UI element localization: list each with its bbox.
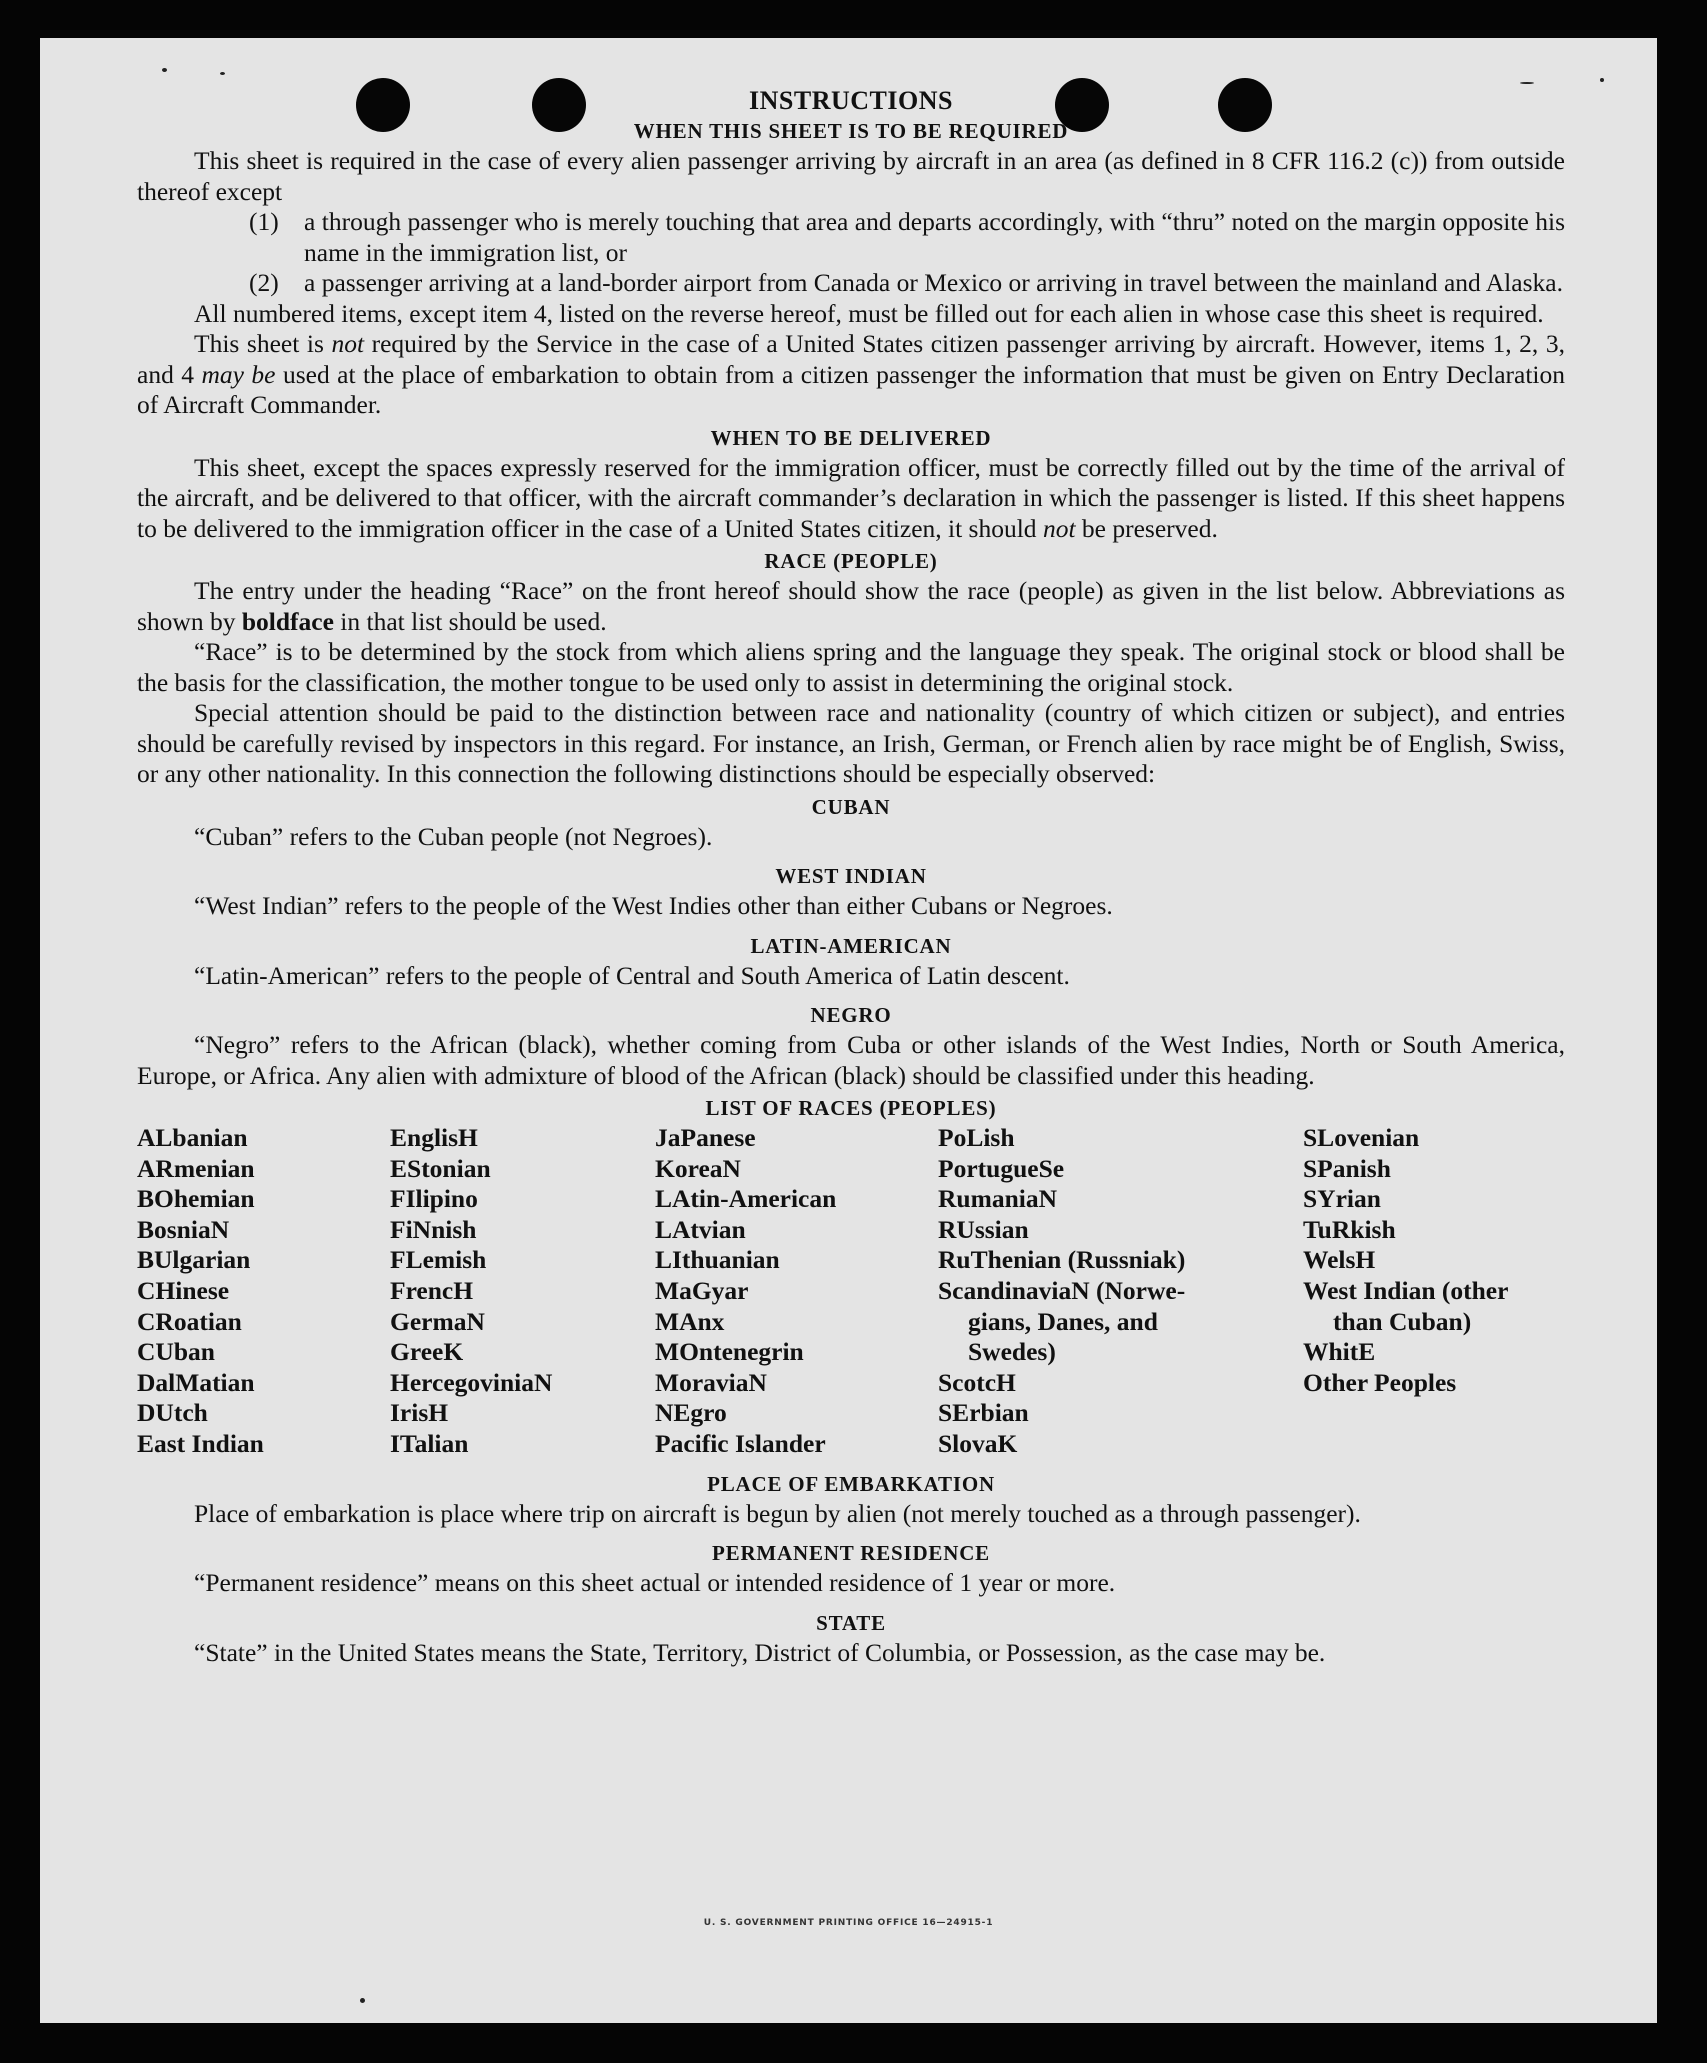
race-item: EStonian — [390, 1153, 491, 1183]
race-item: JaPanese — [655, 1123, 756, 1152]
paragraph — [137, 576, 1565, 637]
race-item: DUtch — [137, 1398, 208, 1428]
race-item: LAtin-American — [655, 1184, 837, 1214]
race-list — [137, 1123, 1565, 1460]
race-item: WelsH — [1303, 1245, 1376, 1275]
race-item-continued: than Cuban) — [1333, 1306, 1472, 1336]
text-run: The entry under the heading “Race” on the front hereof should show the race (people) as given in the list below. Abbreviations as shown by — [137, 576, 1565, 636]
list-item — [137, 207, 1565, 268]
race-column — [655, 1123, 938, 1460]
race-item: MOntenegrin — [655, 1337, 804, 1367]
section-heading-state: STATE — [816, 1610, 886, 1635]
race-item: Other Peoples — [1303, 1367, 1457, 1397]
race-item: SLovenian — [1303, 1123, 1420, 1152]
race-item: FrencH — [390, 1275, 474, 1305]
text-run: This sheet is — [194, 329, 332, 358]
text-run: used at the place of embarkation to obtain from a citizen passenger the information that must be given on Entry Declaration of Aircraft Commander. — [137, 359, 1565, 419]
scan-speck — [360, 1998, 365, 2003]
italic-text: not — [1042, 513, 1076, 543]
race-item: IrisH — [390, 1398, 449, 1428]
section-heading-required: WHEN THIS SHEET IS TO BE REQUIRED — [633, 119, 1069, 143]
paragraph: “Cuban” refers to the Cuban people (not Negroes). — [194, 821, 713, 851]
race-item: MoraviaN — [655, 1367, 767, 1397]
text-run: This sheet, except the spaces expressly reserved for the immigration officer, must be correctly filled out by the time of the arrival of the aircraft, and be delivered to that officer, with the aircraft commander’s declaration in which the passenger is listed. If this sheet happens to be delivered to the immigration officer in the case of a United States citizen, it should — [137, 452, 1565, 543]
bold-text: boldface — [241, 606, 334, 636]
race-column — [938, 1123, 1303, 1460]
section-heading-list-of-races: LIST OF RACES (PEOPLES) — [705, 1096, 997, 1120]
paragraph — [137, 329, 1565, 421]
page-title: INSTRUCTIONS — [749, 86, 953, 115]
race-column — [137, 1123, 390, 1460]
paragraph: “Negro” refers to the African (black), whether coming from Cuba or other islands of the West Indies, North or South America, Europe, or Africa. Any alien with admixture of blood of the African (black) should be classified under this heading. — [137, 1030, 1565, 1090]
race-item: ScotcH — [938, 1367, 1016, 1397]
race-item: BOhemian — [137, 1184, 255, 1214]
document-page — [40, 38, 1657, 2023]
text-run: in that list should be used. — [333, 606, 607, 636]
race-item: FiNnish — [390, 1214, 477, 1244]
scan-speck — [1600, 78, 1604, 82]
section-heading-residence: PERMANENT RESIDENCE — [712, 1541, 990, 1566]
race-item: GermaN — [390, 1306, 485, 1336]
race-item: BUlgarian — [137, 1245, 251, 1275]
race-item: RUssian — [938, 1214, 1029, 1244]
race-item: West Indian (other — [1303, 1275, 1509, 1305]
race-item: KoreaN — [655, 1153, 741, 1183]
section-heading-negro: NEGRO — [810, 1003, 892, 1027]
race-item: LAtvian — [655, 1214, 746, 1244]
item-text: a through passenger who is merely touching that area and departs accordingly, with “thru” noted on the margin opposite his name in the immigration list, or — [304, 207, 1565, 267]
paragraph: All numbered items, except item 4, listed on the reverse hereof, must be filled out for each alien in whose case this sheet is required. — [194, 298, 1544, 328]
race-item: WhitE — [1303, 1337, 1376, 1367]
italic-text: may be — [201, 359, 276, 389]
section-heading-embarkation: PLACE OF EMBARKATION — [707, 1471, 995, 1496]
paragraph: “Latin-American” refers to the people of Central and South America of Latin descent. — [194, 960, 1070, 990]
race-item: HercegoviniaN — [390, 1367, 553, 1397]
section-heading-race: RACE (PEOPLE) — [764, 549, 938, 573]
race-item: ScandinaviaN (Norwe- — [938, 1275, 1186, 1305]
race-item: CHinese — [137, 1275, 230, 1305]
item-text: a passenger arriving at a land-border airport from Canada or Mexico or arriving in travel between the mainland and Alaska. — [304, 268, 1563, 297]
race-item: SlovaK — [938, 1428, 1018, 1458]
text-run: be preserved. — [1075, 513, 1218, 543]
italic-text: not — [331, 329, 365, 358]
text-run: required by the Service in the case of a United States citizen passenger arriving by aircraft. However, items 1, 2, 3, and 4 — [137, 329, 1565, 389]
race-item: GreeK — [390, 1337, 464, 1367]
race-item-continued: Swedes) — [968, 1337, 1056, 1367]
race-item: MAnx — [655, 1306, 725, 1336]
paragraph: Special attention should be paid to the distinction between race and nationality (country of which citizen or subject), and entries should be carefully revised by inspectors in this regard. For instance, an Irish, German, or French alien by race might be of English, Swiss, or any other nationality. In this connection the following distinctions should be especially observed: — [137, 698, 1565, 788]
scan-speck — [220, 72, 225, 75]
scan-speck — [1520, 82, 1534, 84]
paragraph: Place of embarkation is place where trip on aircraft is begun by alien (not merely touched as a through passenger). — [194, 1498, 1361, 1528]
race-item: LIthuanian — [655, 1245, 780, 1275]
paragraph: “State” in the United States means the State, Territory, District of Columbia, or Possession, as the case may be. — [194, 1637, 1326, 1667]
race-item: FLemish — [390, 1245, 487, 1275]
race-item: EnglisH — [390, 1123, 478, 1152]
race-item: East Indian — [137, 1428, 264, 1458]
race-item: CRoatian — [137, 1306, 242, 1336]
race-item: ARmenian — [137, 1153, 255, 1183]
scan-speck — [162, 68, 167, 72]
race-column — [390, 1123, 655, 1460]
printer-imprint: U. S. GOVERNMENT PRINTING OFFICE 16—24915-1 — [703, 1918, 994, 1928]
paragraph — [137, 453, 1565, 545]
item-number: (1) — [249, 207, 279, 236]
race-item: Pacific Islander — [655, 1428, 826, 1458]
race-item: PoLish — [938, 1123, 1015, 1152]
race-item: SErbian — [938, 1398, 1029, 1428]
list-item — [137, 268, 1565, 299]
race-item: CUban — [137, 1337, 215, 1367]
section-heading-latin-american: LATIN-AMERICAN — [750, 933, 952, 958]
race-item: ALbanian — [137, 1123, 248, 1152]
race-item: SYrian — [1303, 1184, 1381, 1214]
race-item: DalMatian — [137, 1367, 255, 1397]
section-heading-delivered: WHEN TO BE DELIVERED — [710, 425, 992, 450]
race-item: RumaniaN — [938, 1184, 1058, 1214]
race-item: BosniaN — [137, 1214, 230, 1244]
instructions-body — [137, 86, 1565, 1668]
race-item: TuRkish — [1303, 1214, 1396, 1244]
race-item: SPanish — [1303, 1153, 1391, 1183]
section-heading-west-indian: WEST INDIAN — [775, 864, 927, 888]
race-item-continued: gians, Danes, and — [968, 1306, 1158, 1336]
race-column — [1303, 1123, 1565, 1460]
paragraph: “West Indian” refers to the people of the West Indies other than either Cubans or Negroes. — [194, 891, 1113, 920]
paragraph: This sheet is required in the case of every alien passenger arriving by aircraft in an area (as defined in 8 CFR 116.2 (c)) from outside thereof except — [137, 146, 1565, 206]
section-heading-cuban: CUBAN — [811, 794, 891, 819]
paragraph: “Race” is to be determined by the stock from which aliens spring and the language they speak. The original stock or blood shall be the basis for the classification, the mother tongue to be used only to assist in determining the original stock. — [137, 637, 1565, 697]
paragraph: “Permanent residence” means on this sheet actual or intended residence of 1 year or more. — [194, 1568, 1116, 1598]
race-item: FIlipino — [390, 1184, 478, 1214]
race-item: RuThenian (Russniak) — [938, 1245, 1186, 1275]
race-item: ITalian — [390, 1428, 469, 1458]
race-item: PortugueSe — [938, 1153, 1065, 1183]
race-item: NEgro — [655, 1398, 727, 1428]
item-number: (2) — [249, 268, 279, 297]
race-item: MaGyar — [655, 1275, 749, 1305]
